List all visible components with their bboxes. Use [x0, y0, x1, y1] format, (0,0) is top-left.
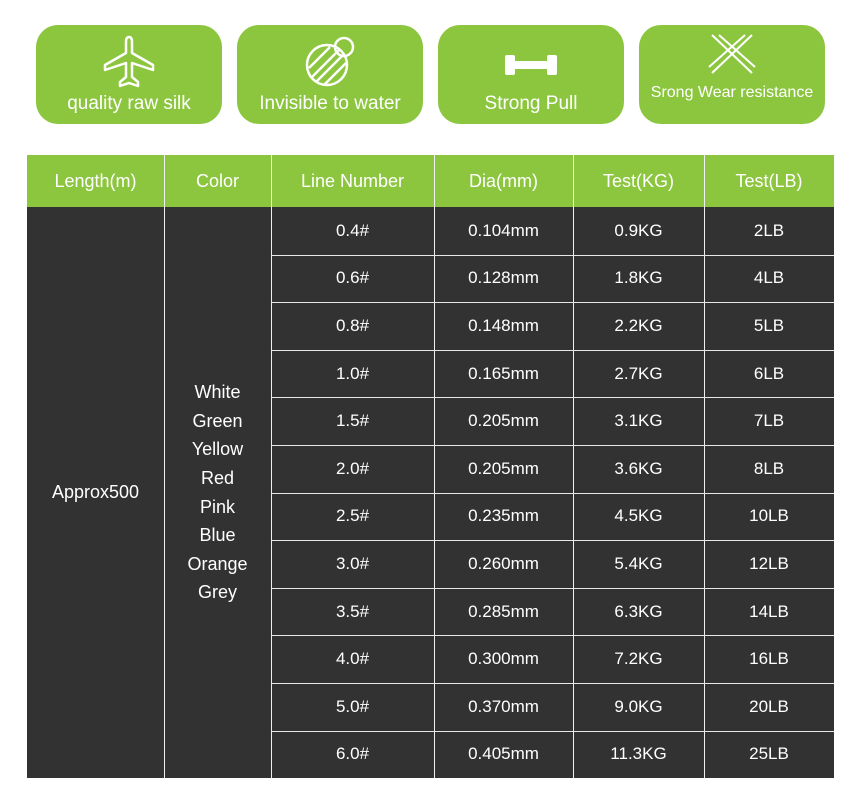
line-number-cell: 2.5# [335, 506, 370, 526]
dumbbell-icon [501, 33, 561, 89]
header-color: Color [195, 170, 239, 191]
test-kg-cell: 5.4KG [614, 553, 663, 573]
airplane-icon [99, 33, 159, 89]
line-number-cell: 2.0# [335, 458, 370, 478]
line-number-cell: 1.5# [335, 411, 370, 431]
test-lb-cell: 8LB [753, 458, 785, 478]
dia-cell: 0.370mm [468, 696, 539, 716]
feature-label: Invisible to water [259, 93, 401, 114]
line-number-cell: 0.6# [335, 268, 370, 288]
color-item: Yellow [191, 439, 244, 460]
test-lb-cell: 16LB [749, 649, 789, 669]
test-kg-cell: 2.2KG [614, 315, 663, 335]
test-lb-cell: 7LB [753, 411, 785, 431]
dia-cell: 0.405mm [468, 744, 539, 764]
feature-invisible-to-water [237, 25, 423, 124]
color-item: Green [192, 410, 243, 431]
test-lb-cell: 5LB [753, 315, 785, 335]
test-lb-cell: 6LB [753, 363, 785, 383]
color-list [164, 207, 271, 778]
test-kg-cell: 0.9KG [614, 220, 663, 240]
dia-cell: 0.205mm [468, 411, 539, 431]
header-test-kg: Test(KG) [602, 170, 674, 191]
color-item: Red [200, 467, 235, 488]
crossed-lines-icon [702, 27, 762, 83]
feature-label: Strong Pull [484, 93, 578, 114]
feature-label: Srong Wear resistance [650, 84, 814, 101]
test-kg-cell: 9.0KG [614, 696, 663, 716]
dia-cell: 0.128mm [468, 268, 539, 288]
line-number-cell: 0.8# [335, 315, 370, 335]
test-kg-cell: 6.3KG [614, 601, 663, 621]
dia-cell: 0.300mm [468, 649, 539, 669]
dia-cell: 0.205mm [468, 458, 539, 478]
dia-cell: 0.165mm [468, 363, 539, 383]
color-item: Blue [199, 525, 236, 546]
length-cell: Approx500 [51, 482, 140, 502]
header-length: Length(m) [54, 170, 137, 191]
color-item: Grey [197, 582, 237, 603]
line-number-cell: 4.0# [335, 649, 370, 669]
test-lb-cell: 12LB [749, 553, 789, 573]
spec-table [27, 155, 834, 778]
header-line-number: Line Number [300, 170, 405, 191]
dia-cell: 0.104mm [468, 220, 539, 240]
test-lb-cell: 4LB [753, 268, 785, 288]
feature-label: quality raw silk [67, 93, 191, 114]
line-number-cell: 1.0# [335, 363, 370, 383]
striped-ball-icon [300, 33, 360, 89]
dia-cell: 0.148mm [468, 315, 539, 335]
test-kg-cell: 3.6KG [614, 458, 663, 478]
feature-strong-pull [438, 25, 624, 124]
test-lb-cell: 14LB [749, 601, 789, 621]
header-dia: Dia(mm) [469, 170, 538, 191]
test-kg-cell: 2.7KG [614, 363, 663, 383]
line-number-cell: 0.4# [335, 220, 370, 240]
test-lb-cell: 10LB [749, 506, 789, 526]
dia-cell: 0.260mm [468, 553, 539, 573]
test-lb-cell: 25LB [749, 744, 789, 764]
line-number-cell: 3.5# [335, 601, 370, 621]
line-number-cell: 5.0# [335, 696, 370, 716]
dia-cell: 0.235mm [468, 506, 539, 526]
feature-quality-raw-silk [36, 25, 222, 124]
line-number-cell: 3.0# [335, 553, 370, 573]
test-lb-cell: 20LB [749, 696, 789, 716]
header-test-lb: Test(LB) [735, 170, 803, 191]
test-kg-cell: 3.1KG [614, 411, 663, 431]
test-lb-cell: 2LB [753, 220, 785, 240]
test-kg-cell: 11.3KG [610, 744, 667, 764]
test-kg-cell: 7.2KG [614, 649, 663, 669]
test-kg-cell: 4.5KG [614, 506, 663, 526]
dia-cell: 0.285mm [468, 601, 539, 621]
feature-wear-resistance [639, 25, 825, 124]
line-number-cell: 6.0# [335, 744, 370, 764]
column-divider [164, 155, 165, 778]
feature-badges [36, 25, 826, 125]
test-kg-cell: 1.8KG [614, 268, 663, 288]
color-item: Pink [199, 496, 235, 517]
color-item: White [194, 382, 241, 403]
color-item: Orange [187, 553, 248, 574]
